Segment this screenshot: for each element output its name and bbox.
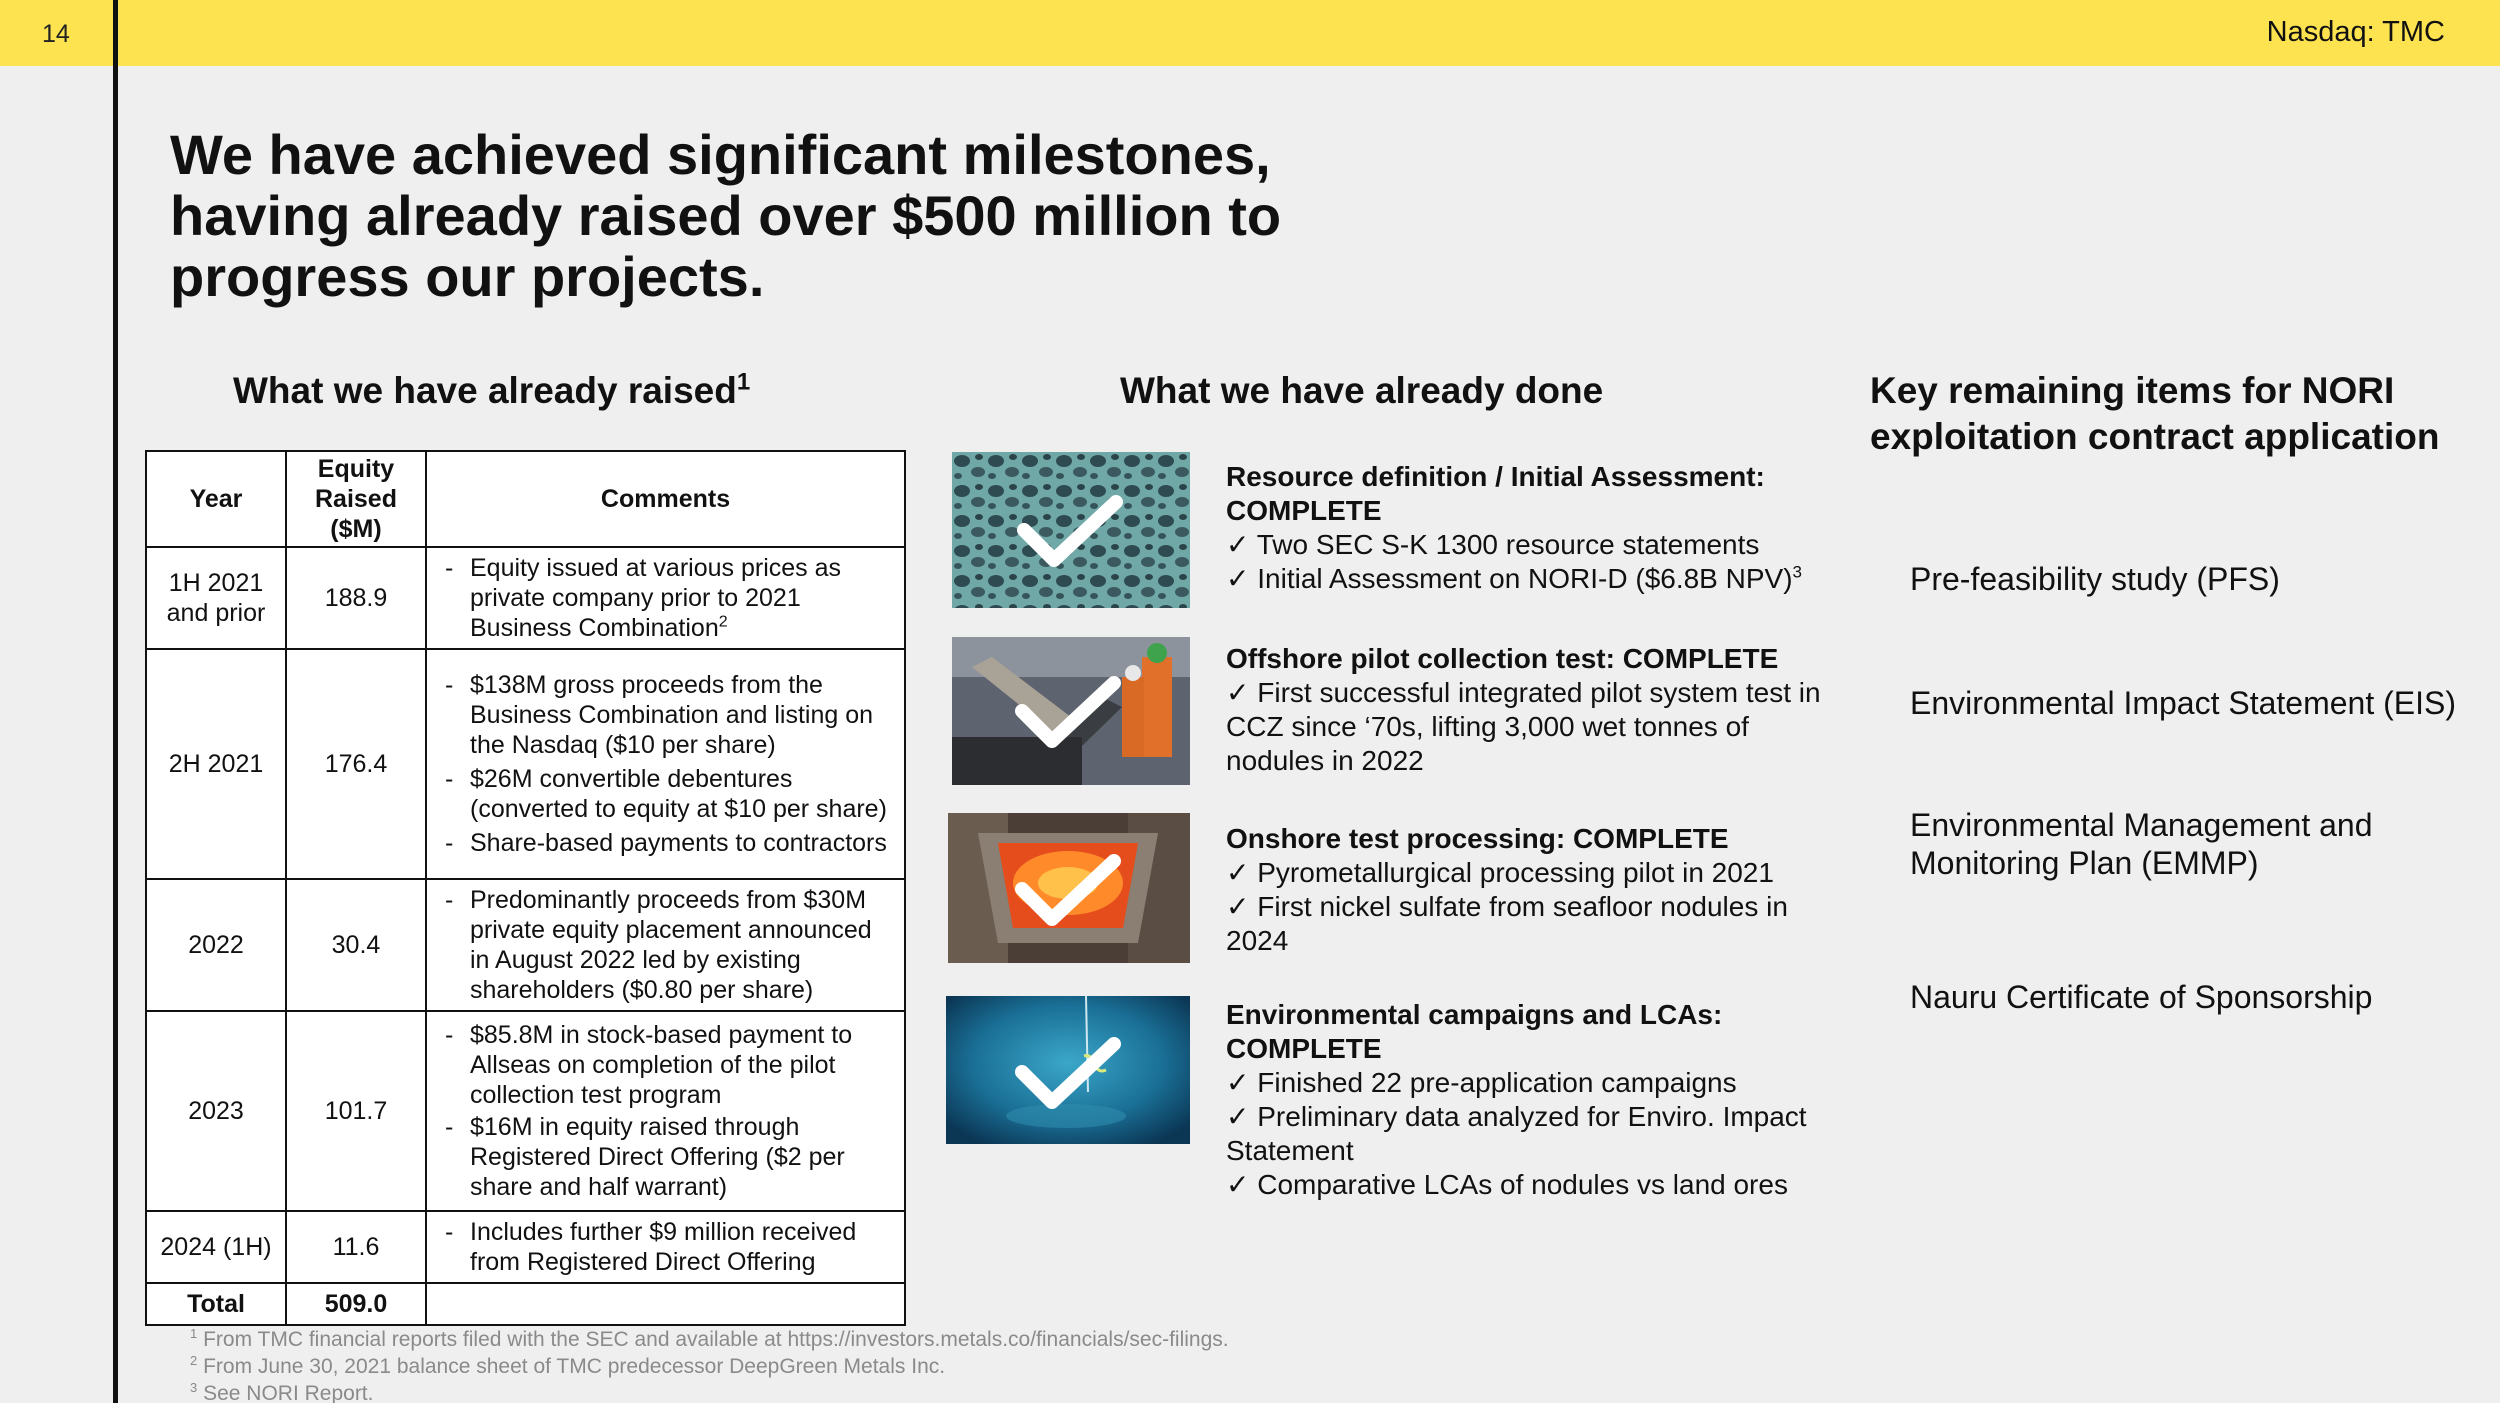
remaining-item-eis: Environmental Impact Statement (EIS) (1910, 685, 2456, 721)
done-item-line (1226, 562, 1846, 596)
comment-sup: 2 (718, 613, 728, 631)
footnote (190, 1353, 1229, 1380)
offshore-image (952, 637, 1190, 785)
done-item-line: ✓ Two SEC S-K 1300 resource statements (1226, 529, 1760, 560)
done-item-offshore (1226, 642, 1846, 778)
row-year: 1H 2021 and prior (146, 547, 286, 649)
total-value: 509.0 (286, 1283, 426, 1325)
done-item-line-text: ✓ Initial Assessment on NORI-D ($6.8B NPV) (1226, 563, 1793, 594)
raised-heading-sup: 1 (736, 368, 751, 396)
slide-title: We have achieved significant milestones, having already raised over $500 million to progress our projects. (170, 123, 1282, 308)
row-comments (426, 547, 905, 649)
row-equity: 30.4 (286, 879, 426, 1011)
remaining-item-emmp: Environmental Management and Monitoring Plan (EMMP) (1910, 807, 2373, 881)
raised-heading (233, 368, 750, 414)
row-equity: 188.9 (286, 547, 426, 649)
underwater-image (946, 996, 1190, 1144)
check-mark-icon (1012, 673, 1124, 753)
table-row (146, 1211, 905, 1283)
raised-heading-text: What we have already raised (233, 370, 737, 411)
row-year: 2023 (146, 1011, 286, 1211)
done-item-head: Resource definition / Initial Assessment: COMPLETE (1226, 461, 1765, 526)
row-year: 2024 (1H) (146, 1211, 286, 1283)
done-item-line: ✓ Pyrometallurgical processing pilot in 2021 (1226, 857, 1774, 888)
nodules-image (952, 452, 1190, 608)
table-row (146, 649, 905, 879)
done-item-line: ✓ Comparative LCAs of nodules vs land ores (1226, 1169, 1788, 1200)
table-row (146, 1011, 905, 1211)
footnote-sup: 2 (190, 1353, 198, 1368)
footnotes (190, 1326, 1229, 1403)
row-comments (426, 879, 905, 1011)
done-item-onshore (1226, 822, 1846, 958)
comment-item: - $16M in equity raised through Registered Direct Offering ($2 per share and half warrant) (445, 1112, 892, 1202)
done-heading: What we have already done (1120, 370, 1604, 411)
row-equity: 11.6 (286, 1211, 426, 1283)
check-mark-icon (1012, 1034, 1124, 1114)
done-item-resource (1226, 460, 1846, 596)
footnote-text: See NORI Report. (203, 1382, 374, 1403)
done-item-environmental (1226, 998, 1846, 1202)
check-mark-icon (1014, 492, 1126, 572)
footnote (190, 1326, 1229, 1353)
top-bar (0, 0, 2500, 66)
table-header-comments: Comments (426, 451, 905, 547)
done-item-line: ✓ Preliminary data analyzed for Enviro. Impact Statement (1226, 1101, 1807, 1166)
total-label: Total (146, 1283, 286, 1325)
remaining-heading: Key remaining items for NORI exploitation contract application (1870, 370, 2440, 457)
comment-text: Equity issued at various prices as private company prior to 2021 Business Combination (470, 554, 842, 642)
table-row (146, 547, 905, 649)
left-divider (113, 0, 118, 1403)
comment-item: - Share-based payments to contractors (445, 828, 892, 858)
total-empty-cell (426, 1283, 905, 1325)
ticker-label: Nasdaq: TMC (2266, 16, 2445, 48)
row-year: 2022 (146, 879, 286, 1011)
footnote-text: From June 30, 2021 balance sheet of TMC predecessor DeepGreen Metals Inc. (203, 1355, 946, 1378)
footnote-sup: 1 (190, 1326, 198, 1341)
done-item-head: Offshore pilot collection test: COMPLETE (1226, 643, 1779, 674)
table-total-row (146, 1283, 905, 1325)
done-item-line: ✓ First successful integrated pilot system test in CCZ since ‘70s, lifting 3,000 wet tonnes of nodules in 2022 (1226, 677, 1821, 776)
row-equity: 101.7 (286, 1011, 426, 1211)
raised-table (145, 450, 906, 1326)
footnote-text: From TMC financial reports filed with the SEC and available at https://investors.metals.co/financials/sec-filings. (203, 1328, 1229, 1351)
footnote-sup: 3 (190, 1380, 198, 1395)
row-comments (426, 649, 905, 879)
remaining-item-pfs: Pre-feasibility study (PFS) (1910, 561, 2280, 597)
comment-item (445, 553, 892, 643)
comment-item: - $26M convertible debentures (converted to equity at $10 per share) (445, 764, 892, 824)
furnace-image (948, 813, 1190, 963)
table-row (146, 879, 905, 1011)
comment-item: - $85.8M in stock-based payment to Allseas on completion of the pilot collection test program (445, 1020, 892, 1110)
row-year: 2H 2021 (146, 649, 286, 879)
check-mark-icon (1012, 851, 1124, 931)
done-item-line: ✓ Finished 22 pre-application campaigns (1226, 1067, 1737, 1098)
row-comments (426, 1211, 905, 1283)
comment-item: - $138M gross proceeds from the Business Combination and listing on the Nasdaq ($10 per share) (445, 670, 892, 760)
comment-item: - Includes further $9 million received from Registered Direct Offering (445, 1217, 892, 1277)
done-item-head: Onshore test processing: COMPLETE (1226, 823, 1729, 854)
done-item-head: Environmental campaigns and LCAs: COMPLETE (1226, 999, 1723, 1064)
row-comments (426, 1011, 905, 1211)
table-header-equity (286, 451, 426, 547)
comment-item: - Predominantly proceeds from $30M private equity placement announced in August 2022 led by existing shareholders ($0.80 per share) (445, 885, 892, 1005)
remaining-item-nauru: Nauru Certificate of Sponsorship (1910, 979, 2373, 1015)
done-item-sup: 3 (1792, 562, 1803, 582)
table-header-equity-text: Equity Raised ($M) (315, 455, 397, 543)
row-equity: 176.4 (286, 649, 426, 879)
page-number: 14 (42, 20, 70, 48)
done-item-line: ✓ First nickel sulfate from seafloor nodules in 2024 (1226, 891, 1788, 956)
footnote (190, 1380, 1229, 1403)
table-header-year: Year (146, 451, 286, 547)
